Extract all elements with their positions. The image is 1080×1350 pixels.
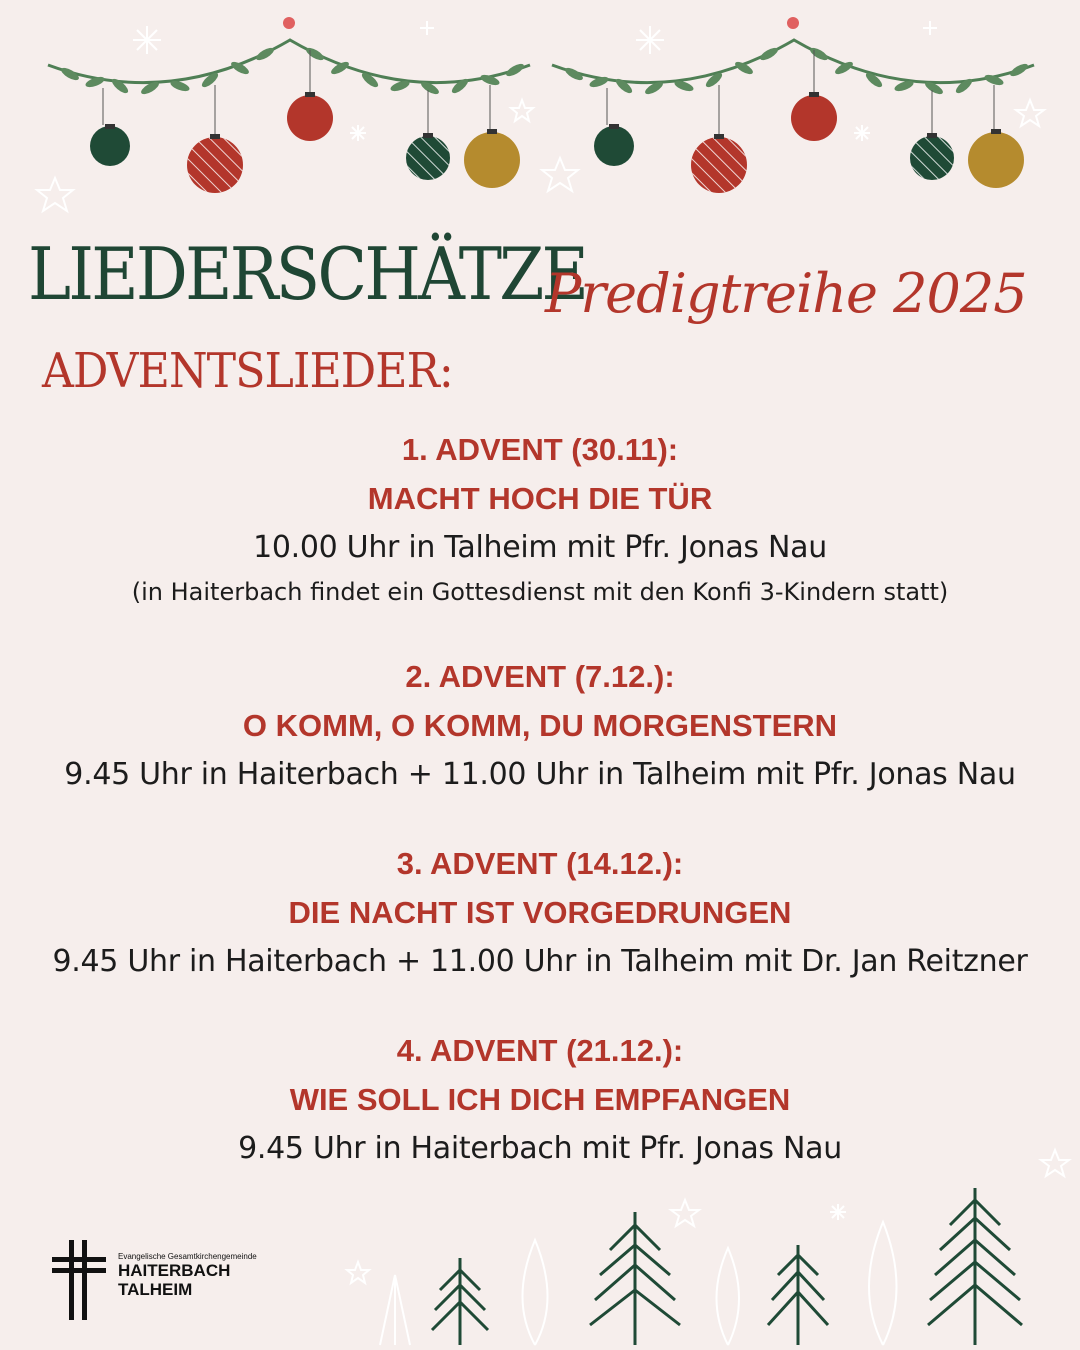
event-advent-4: [0, 1026, 1080, 1173]
page-title: LIEDERSCHÄTZE: [28, 232, 587, 316]
event-time: 10.00 Uhr in Talheim mit Pfr. Jonas Nau: [253, 530, 827, 565]
event-note: (in Haiterbach findet ein Gottesdienst mit den Konfi 3-Kindern statt): [131, 578, 949, 606]
logo-line-2: TALHEIM: [118, 1280, 193, 1299]
event-list: [0, 425, 1080, 1213]
event-advent-1: [0, 425, 1080, 612]
event-heading: 2. ADVENT (7.12.):: [405, 659, 675, 694]
event-song: O KOMM, O KOMM, DU MORGENSTERN: [242, 708, 838, 743]
event-time: 9.45 Uhr in Haiterbach + 11.00 Uhr in Talheim mit Dr. Jan Reitzner: [52, 944, 1028, 979]
event-advent-2: [0, 652, 1080, 799]
church-logo: [52, 1240, 257, 1320]
event-time: 9.45 Uhr in Haiterbach + 11.00 Uhr in Talheim mit Pfr. Jonas Nau: [64, 757, 1016, 792]
event-song: WIE SOLL ICH DICH EMPFANGEN: [289, 1082, 791, 1117]
event-heading: 3. ADVENT (14.12.):: [396, 846, 684, 881]
page-subtitle: Predigtreihe 2025: [545, 262, 1027, 325]
cross-icon: [52, 1240, 106, 1320]
event-heading: 1. ADVENT (30.11):: [401, 432, 679, 467]
event-heading: 4. ADVENT (21.12.):: [396, 1033, 684, 1068]
logo-subtitle: Evangelische Gesamtkirchengemeinde: [118, 1252, 257, 1261]
garland-left: [48, 17, 530, 193]
logo-line-1: HAITERBACH: [118, 1261, 231, 1280]
event-time: 9.45 Uhr in Haiterbach mit Pfr. Jonas Nau: [238, 1131, 842, 1166]
garland-right: [552, 17, 1034, 193]
event-song: MACHT HOCH DIE TÜR: [367, 481, 713, 516]
event-song: DIE NACHT IST VORGEDRUNGEN: [288, 895, 792, 930]
logo-text: [118, 1252, 257, 1299]
section-title: ADVENTSLIEDER:: [42, 343, 453, 399]
event-advent-3: [0, 839, 1080, 986]
